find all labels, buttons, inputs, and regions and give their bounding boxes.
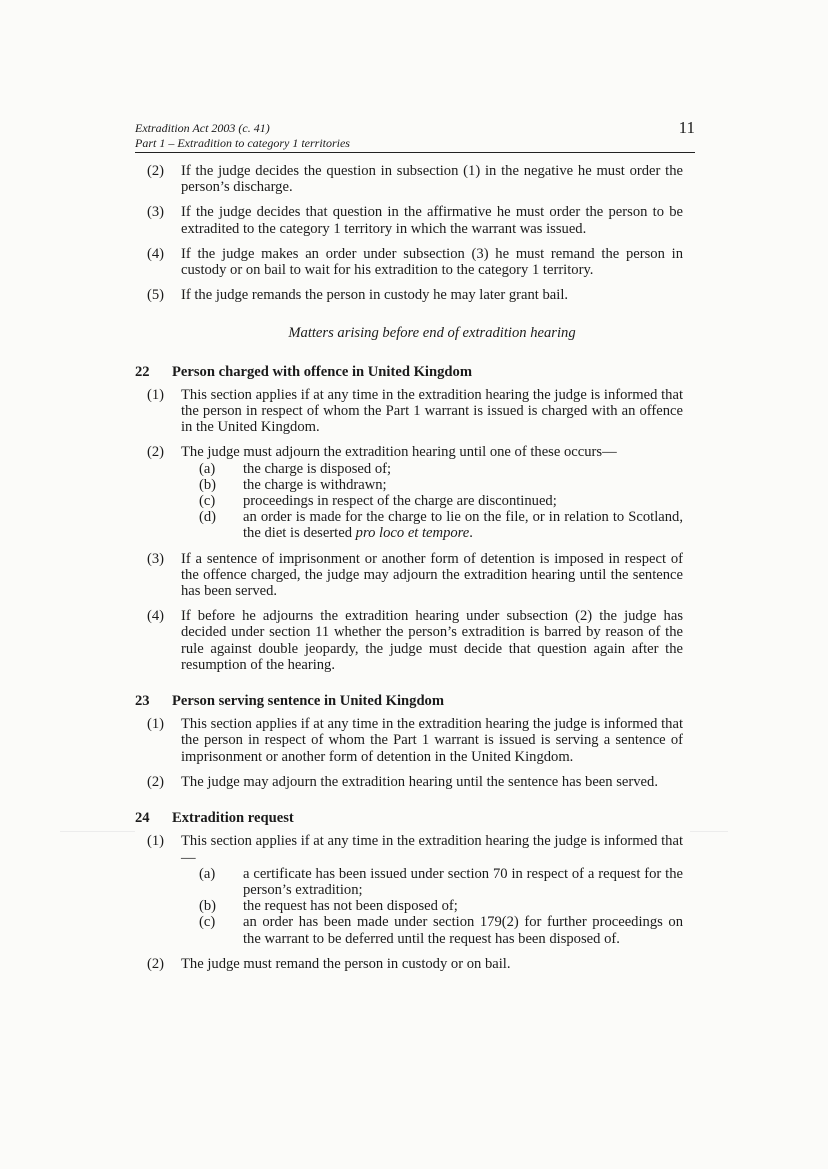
subsection [135, 608, 683, 673]
subsection-number: (4) [147, 608, 165, 625]
subsection-text: If the judge decides that question in the affirmative he must order the person to be extradited to the category 1 territory in which the warrant was issued. [181, 204, 683, 237]
document-body [135, 163, 683, 981]
paragraph-number: (b) [199, 476, 217, 493]
paragraph-number: (a) [199, 865, 216, 882]
subsection [135, 716, 683, 765]
crossheading: Matters arising before end of extradition hearing [288, 325, 576, 342]
paragraph-end: . [469, 525, 473, 542]
section-number: 22 [135, 363, 150, 380]
act-title: Extradition Act 2003 (c. 41) [135, 121, 270, 135]
subsection [135, 833, 683, 946]
subsection [135, 287, 683, 303]
subsection-text: This section applies if at any time in the extradition hearing the judge is informed that— [181, 833, 683, 866]
paragraph-text: the charge is withdrawn; [243, 476, 387, 493]
subsection-text: If the judge decides the question in subsection (1) in the negative he must order the person’s discharge. [181, 163, 683, 196]
section-heading [135, 364, 683, 380]
scan-artifact-line-left [60, 831, 135, 832]
subsection-text: If a sentence of imprisonment or another form of detention is imposed in respect of the offence charged, the judge may adjourn the extradition hearing until the sentence has been served. [181, 550, 683, 600]
paragraph-number: (c) [199, 493, 216, 510]
section-title: Extradition request [172, 810, 294, 827]
paragraph [195, 914, 683, 946]
subsection-number: (2) [147, 773, 165, 790]
paragraph [195, 493, 683, 509]
subsection-number: (1) [147, 386, 165, 403]
section-heading [135, 810, 683, 826]
paragraph-list [181, 866, 683, 947]
paragraph [195, 461, 683, 477]
section-title: Person charged with offence in United Kingdom [172, 363, 472, 380]
paragraph-text: an order has been made under section 179(2) for further proceedings on the warrant to be deferred until the request has been disposed of. [243, 914, 683, 947]
latin-phrase: pro loco et tempore [355, 525, 470, 542]
subsection-text: This section applies if at any time in the extradition hearing the judge is informed that the person in respect of whom the Part 1 warrant is issued is charged with an offence in the United Kingdom. [181, 386, 683, 436]
paragraph-text: a certificate has been issued under section 70 in respect of a request for the person’s extradition; [243, 865, 683, 898]
subsection [135, 774, 683, 790]
subsection-number: (2) [147, 955, 165, 972]
subsection [135, 163, 683, 195]
running-header [135, 121, 695, 151]
paragraph-number: (a) [199, 460, 216, 477]
paragraph [195, 866, 683, 898]
page-number: 11 [678, 118, 695, 137]
subsection-number: (1) [147, 833, 165, 850]
part-title: Part 1 – Extradition to category 1 territories [135, 136, 350, 150]
subsection-text: The judge must adjourn the extradition hearing until one of these occurs— [181, 444, 617, 461]
subsection [135, 387, 683, 436]
subsection-number: (1) [147, 716, 165, 733]
section-heading [135, 693, 683, 709]
subsection-text: If the judge remands the person in custody he may later grant bail. [181, 287, 569, 304]
section-number: 24 [135, 810, 150, 827]
paragraph-text: proceedings in respect of the charge are discontinued; [243, 493, 557, 510]
paragraph-text: the charge is disposed of; [243, 460, 392, 477]
header-rule [135, 152, 695, 153]
subsection-number: (3) [147, 550, 165, 567]
paragraph [195, 898, 683, 914]
paragraph-text: an order is made for the charge to lie on the file, or in relation to Scotland, the diet is deserted [243, 509, 683, 542]
subsection [135, 956, 683, 972]
subsection-number: (5) [147, 287, 165, 304]
section-number: 23 [135, 693, 150, 710]
paragraph [195, 477, 683, 493]
subsection-text: If before he adjourns the extradition hearing under subsection (2) the judge has decided under section 11 whether the person’s extradition is barred by reason of the rule against double jeopardy, the judge must decide that question again after the resumption of the hearing. [181, 608, 683, 673]
paragraph-list [181, 461, 683, 542]
paragraph-number: (c) [199, 914, 216, 931]
subsection [135, 551, 683, 600]
subsection [135, 444, 683, 541]
subsection-text: The judge may adjourn the extradition hearing until the sentence has been served. [181, 773, 658, 790]
paragraph-number: (b) [199, 898, 217, 915]
scan-artifact-line-right [690, 831, 728, 832]
paragraph-text: the request has not been disposed of; [243, 898, 458, 915]
section-title: Person serving sentence in United Kingdom [172, 693, 445, 710]
subsection-number: (3) [147, 204, 165, 221]
paragraph [195, 509, 683, 541]
subsection-text: The judge must remand the person in custody or on bail. [181, 955, 511, 972]
subsection-number: (2) [147, 163, 165, 179]
subsection-text: This section applies if at any time in the extradition hearing the judge is informed that the person in respect of whom the Part 1 warrant is issued is serving a sentence of imprisonment or another form of detention in the United Kingdom. [181, 716, 683, 765]
subsection-text: If the judge makes an order under subsection (3) he must remand the person in custody or on bail to wait for his extradition to the category 1 territory. [181, 245, 683, 279]
subsection [135, 246, 683, 278]
subsection-number: (4) [147, 245, 165, 262]
subsection-number: (2) [147, 444, 165, 461]
paragraph-number: (d) [199, 509, 217, 526]
subsection [135, 204, 683, 236]
